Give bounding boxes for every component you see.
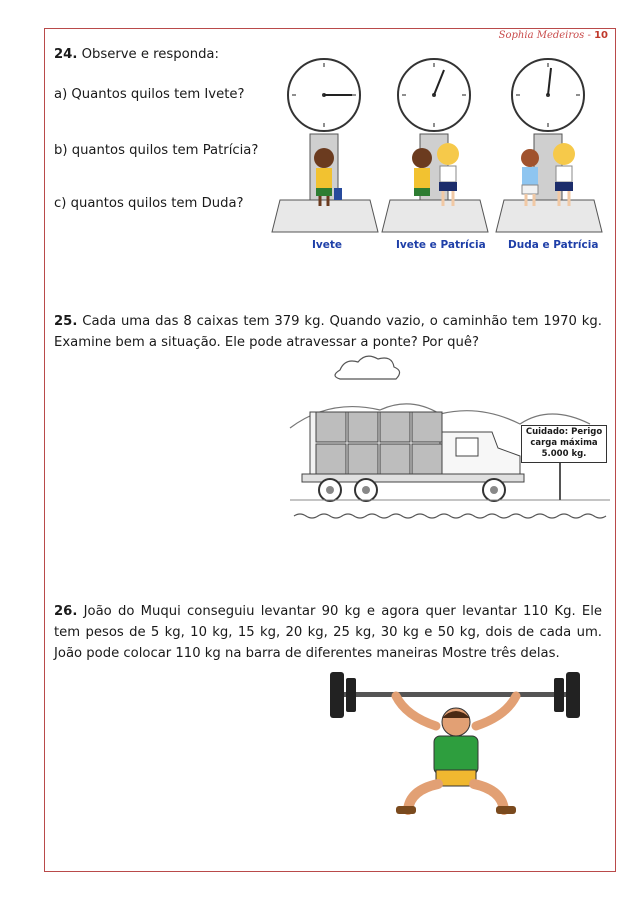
label-duda-patricia: Duda e Patrícia	[508, 239, 599, 251]
q24-number: 24.	[54, 47, 78, 62]
q24-item-b: b) quantos quilos tem Patrícia?	[54, 143, 259, 158]
scale-ivete	[272, 59, 378, 232]
page-number: 10	[594, 30, 608, 41]
lifter-figure	[396, 696, 516, 814]
label-ivete: Ivete	[312, 239, 343, 251]
sign-line-2: carga máxima	[530, 438, 598, 448]
sign-line-1: Cuidado: Perigo	[525, 427, 603, 437]
scales-illustration	[272, 48, 612, 248]
q26-paragraph	[54, 601, 602, 664]
label-ivete-patricia: Ivete e Patrícia	[396, 239, 486, 251]
q25-text: Cada uma das 8 caixas tem 379 kg. Quando vazio, o caminhão tem 1970 kg. Examine bem a situação. Ele pode atravessar a ponte? Por quê?	[54, 314, 602, 350]
sign-line-3: 5.000 kg.	[541, 449, 587, 459]
q24-item-a: a) Quantos quilos tem Ivete?	[54, 87, 245, 102]
weightlifter-illustration	[326, 656, 586, 816]
author-signature: Sophia Medeiros	[498, 30, 585, 41]
q24-item-c: c) quantos quilos tem Duda?	[54, 196, 244, 211]
danger-sign	[521, 425, 607, 463]
page-header: Sophia Medeiros - 10	[498, 30, 608, 41]
q24-heading	[54, 44, 219, 65]
q26-text: João do Muqui conseguiu levantar 90 kg e agora quer levantar 110 Kg. Ele tem pesos de 5 kg, 10 kg, 15 kg, 20 kg, 25 kg, 30 kg e 50 kg, dois de cada um. João pode colocar 110 kg na barra de diferentes maneiras Mostre três delas.	[54, 604, 602, 661]
q25-number: 25.	[54, 314, 78, 329]
scale-ivete-patricia	[382, 59, 488, 232]
scale-duda-patricia	[496, 59, 602, 232]
q24-text: Observe e responda:	[81, 47, 219, 62]
q25-paragraph	[54, 311, 602, 353]
q26-number: 26.	[54, 604, 78, 619]
